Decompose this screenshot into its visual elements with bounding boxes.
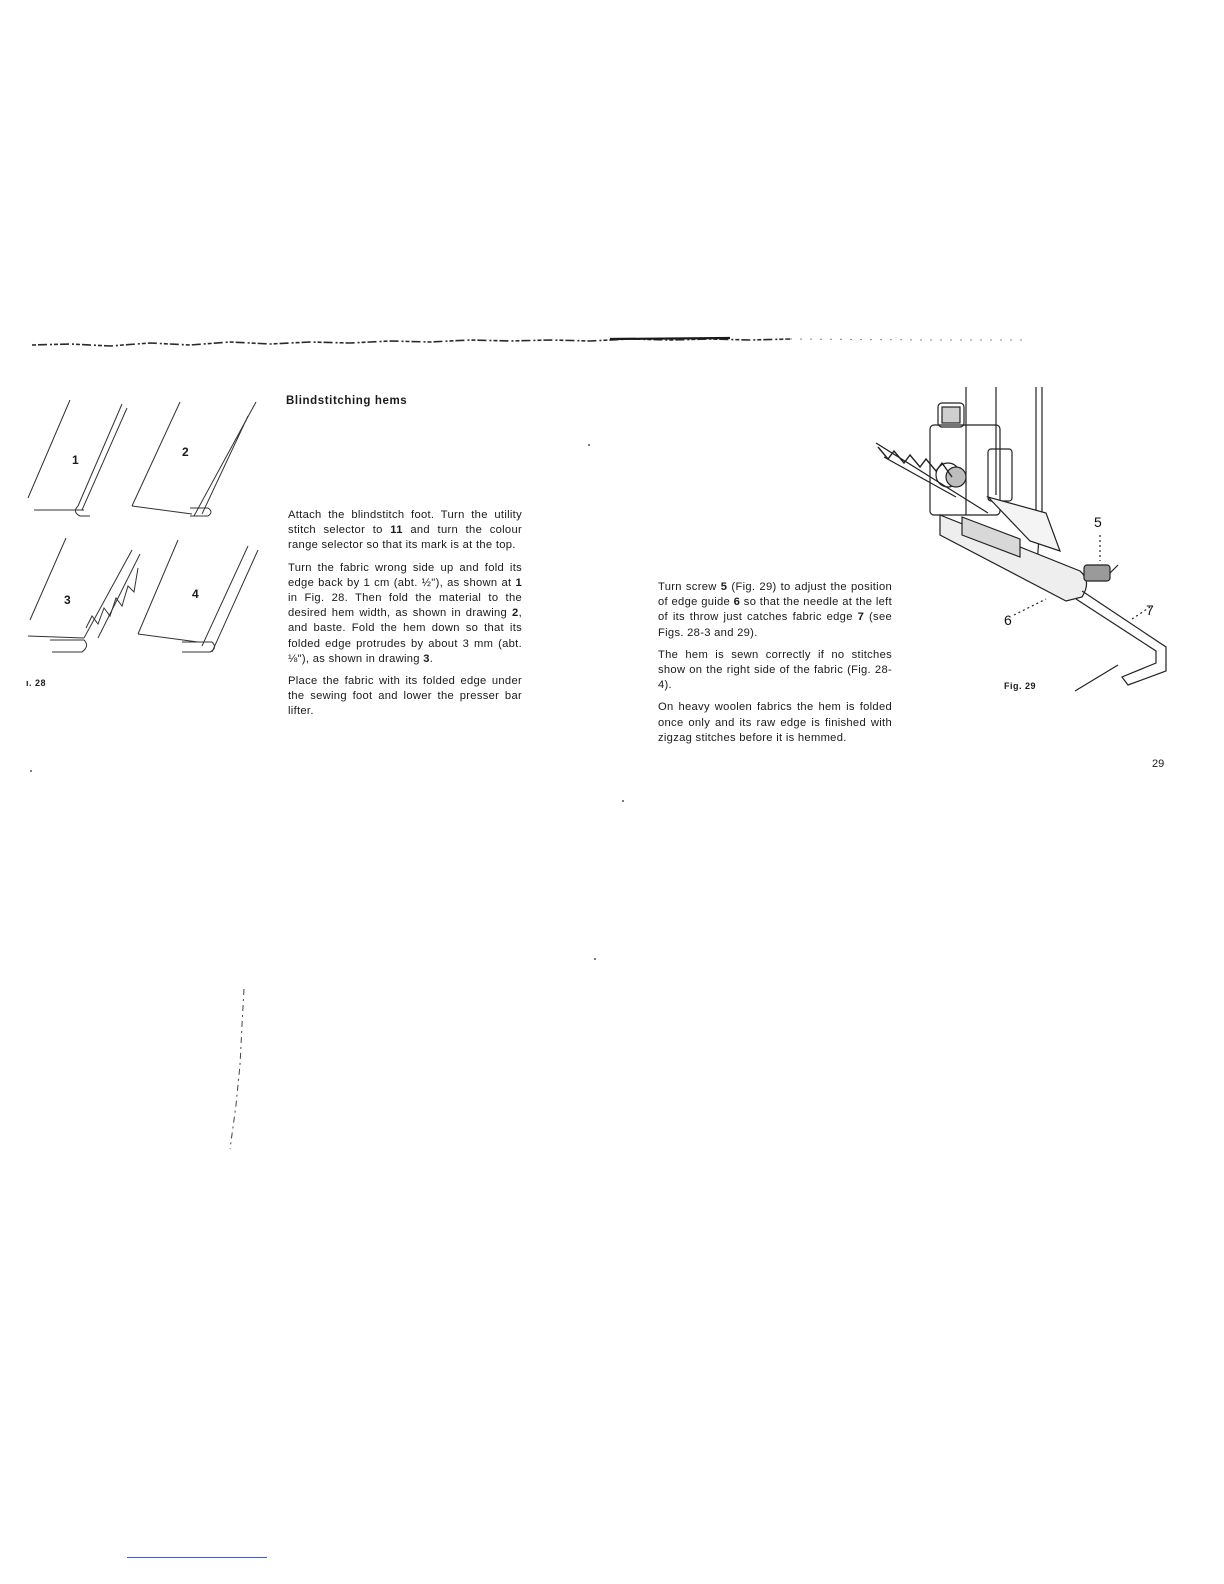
paragraph-adjust-screw: Turn screw 5 (Fig. 29) to adjust the position of edge guide 6 so that the needle at the left of its throw just catches fabric edge 7 (see Figs. 28-3 and 29). (658, 581, 892, 639)
scan-edge-artifact (30, 330, 1090, 352)
drawing-label-1: 1 (72, 453, 79, 467)
callout-screw-5: 5 (1094, 514, 1102, 530)
hem-drawing-2 (132, 402, 256, 516)
left-text-column (288, 508, 522, 727)
right-text-column (658, 580, 892, 753)
scan-speck (588, 444, 590, 446)
scan-speck (30, 770, 32, 772)
callout-edge-guide-6: 6 (1004, 612, 1012, 628)
blindstitch-foot-figure (870, 385, 1180, 705)
drawing-label-3: 3 (64, 593, 71, 607)
drawing-label-2: 2 (182, 445, 189, 459)
hem-folding-figure (22, 390, 272, 690)
paragraph-sewn-correctly: The hem is sewn correctly if no stitches show on the right side of the fabric (Fig. 28-4). (658, 648, 892, 692)
drawing-label-4: 4 (192, 587, 199, 601)
callout-fabric-edge-7: 7 (1146, 602, 1154, 618)
bottom-rule (127, 1557, 267, 1558)
paragraph-heavy-fabrics: On heavy woolen fabrics the hem is folded once only and its raw edge is finished with zigzag stitches before it is hemmed. (658, 701, 892, 744)
figure-29-caption: Fig. 29 (1004, 681, 1037, 691)
page-number: 29 (1152, 758, 1165, 770)
scan-speck (594, 958, 596, 960)
section-heading: Blindstitching hems (286, 395, 408, 407)
paragraph-fold-fabric: Turn the fabric wrong side up and fold its edge back by 1 cm (abt. ½"), as shown at 1 in Fig. 28. Then fold the material to the desired hem width, as shown in drawing 2, and baste. Fold the hem down so that its folded edge protrudes by about 3 mm (abt. ⅛"), as shown in drawing 3. (288, 561, 522, 665)
scan-stray-line (210, 985, 260, 1155)
paragraph-attach-foot: Attach the blindstitch foot. Turn the utility stitch selector to 11 and turn the colour range selector so that its mark is at the top. (288, 509, 522, 552)
scan-speck (622, 800, 624, 802)
hem-drawing-3 (28, 538, 140, 652)
figure-28-caption: ı. 28 (26, 678, 47, 688)
paragraph-place-fabric: Place the fabric with its folded edge under the sewing foot and lower the presser bar lifter. (288, 675, 522, 718)
